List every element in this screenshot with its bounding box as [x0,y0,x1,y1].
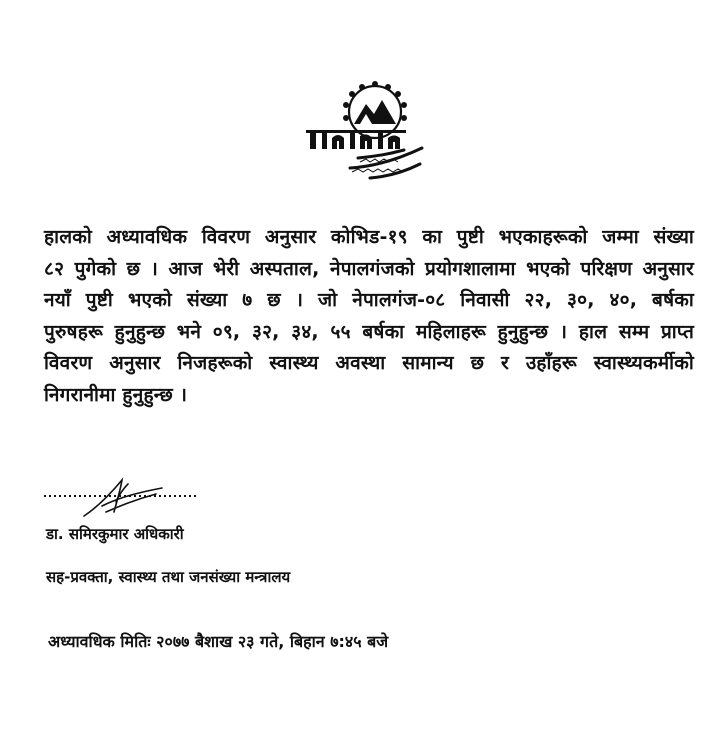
body-paragraph [44,222,694,411]
paragraph-line: विवरण अनुसार निजहरूको स्वास्थ्य अवस्था सामान्य छ र उहाँहरू स्वास्थ्यकर्मीको [44,352,694,374]
paragraph-line: ८२ पुगेको छ । आज भेरी अस्पताल, नेपालगंजको प्रयोगशालामा भएको परिक्षण अनुसार [44,257,694,280]
paragraph-line: हालको अध्यावधिक विवरण अनुसार कोभिड-१९ का पुष्टी भएकाहरूको जम्मा संख्या [44,226,694,248]
ministry-seal-logo [300,78,450,198]
paragraph-line: पुरुषहरू हुनुहुन्छ भने ०९, ३२, ३४, ५५ बर्षका महिलाहरू हुनुहुन्छ । हाल सम्म प्राप्त [44,320,694,343]
paragraph-line: निगरानीमा हुनुहुन्छ । [44,383,188,406]
signer-title: सह-प्रवक्ता, स्वास्थ्य तथा जनसंख्या मन्त्रालय [46,568,291,586]
paragraph-line: नयाँ पुष्टी भएको संख्या ७ छ । जो नेपालगंज-०८ निवासी २२, ३०, ४०, बर्षका [44,289,694,311]
handwritten-signature [44,472,264,532]
signer-name: डा. समिरकुमार अधिकारी [46,525,184,543]
updated-date: अध्यावधिक मितिः २०७७ बैशाख २३ गते, बिहान ७:४५ बजे [48,632,389,651]
